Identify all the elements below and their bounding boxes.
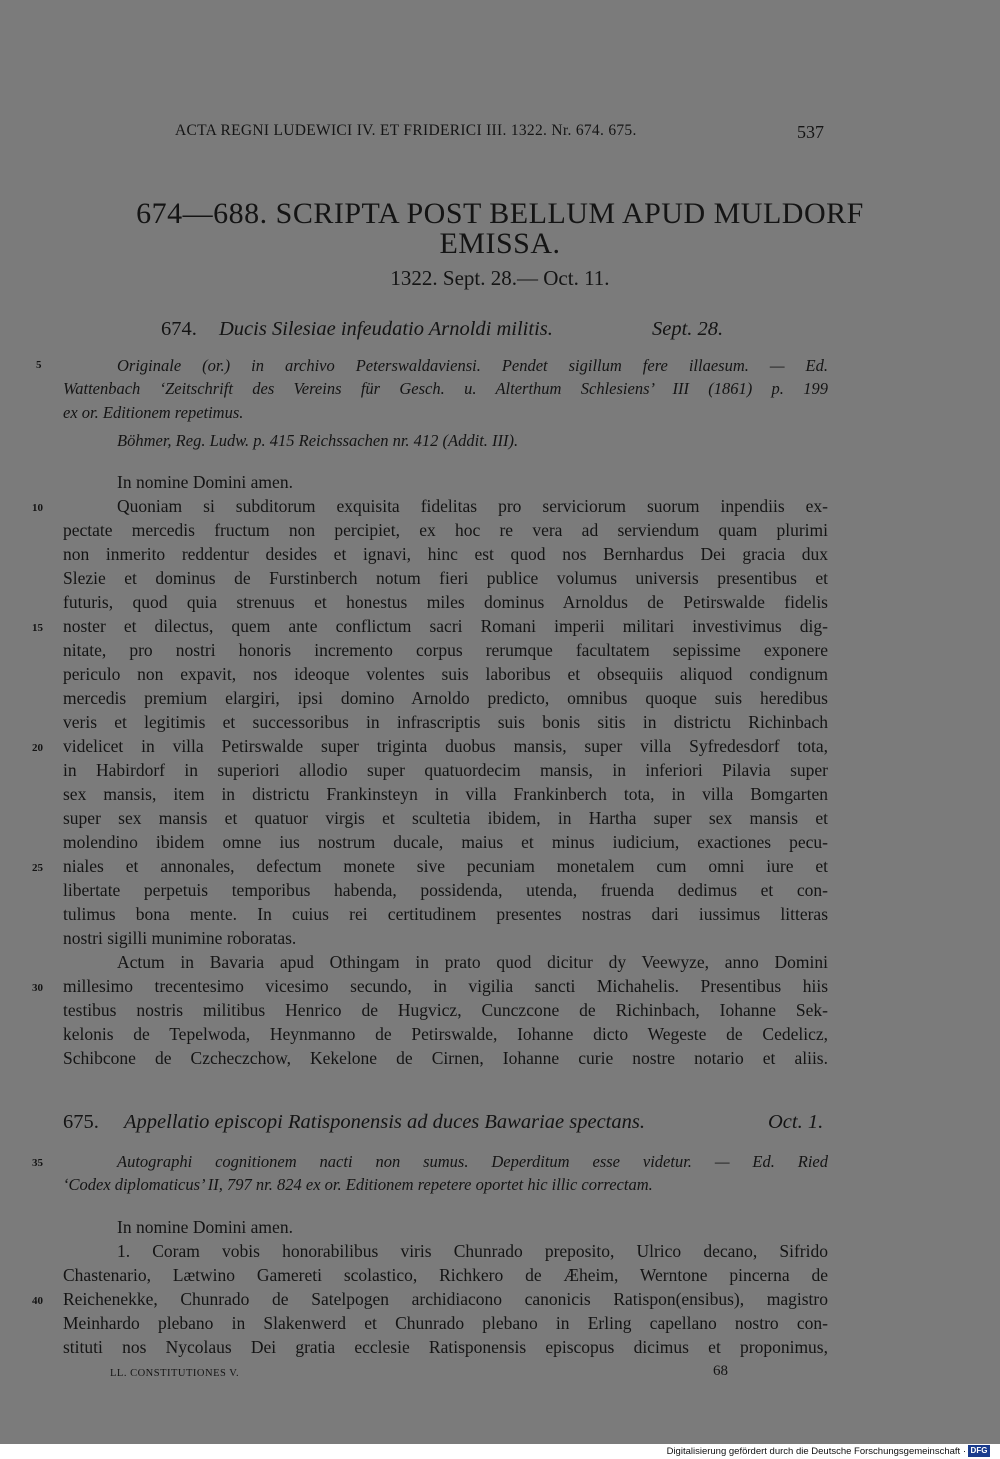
doc-674-text-line: mercedis premium elargiri, ipsi domino Arnoldo predicto, omnibus quoque suis heredibus	[63, 688, 828, 708]
doc-675-text-line: Reichenekke, Chunrado de Satelpogen archidiacono canonicis Ratispon(ensibus), magistro	[63, 1289, 828, 1309]
doc-674-text-line: Schibcone de Czcheczchow, Kekelone de Cirnen, Iohanne curie nostre notario et aliis.	[63, 1048, 828, 1068]
margin-line-number: 10	[32, 502, 43, 514]
section-dates: 1322. Sept. 28.— Oct. 11.	[390, 266, 610, 290]
margin-line-number: 30	[32, 982, 43, 994]
margin-line-number: 40	[32, 1295, 43, 1307]
doc-674-text-line: pectate mercedis fructum non percipiet, ex hoc re vera ad serviendum quam plurimi	[63, 520, 828, 540]
doc-674-text-line: Quoniam si subditorum exquisita fidelitas pro serviciorum suorum inpendiis ex-	[117, 496, 828, 516]
section-title-line1: 674—688. SCRIPTA POST BELLUM APUD MULDORF	[136, 197, 864, 230]
doc-674-text-line: sex mansis, item in districtu Frankinsteyn in villa Frankinberch tota, in villa Bomgarten	[63, 784, 828, 804]
doc-675-date	[768, 1111, 823, 1134]
doc-675-heading	[124, 1111, 645, 1134]
doc-675-text-line: In nomine Domini amen.	[117, 1217, 293, 1237]
section-title-line2: EMISSA.	[439, 227, 561, 260]
doc-675-number: 675.	[63, 1111, 99, 1133]
doc-674-text-line: videlicet in villa Petirswalde super triginta duobus mansis, super villa Syfredesdorf tota,	[63, 736, 828, 756]
doc-674-text-line: molendino ibidem omne ius nostrum ducale, maius et minus iudicium, exactiones pecu-	[63, 832, 828, 852]
page-number: 537	[797, 122, 824, 142]
doc-674-text-line: libertate perpetuis temporibus habenda, possidenda, utenda, fruenda dedimus et con-	[63, 880, 828, 900]
doc-674-text-line: nitate, pro nostri honoris incremento corpus rerumque facultatem sepissime exponere	[63, 640, 828, 660]
doc-674-text-line: futuris, quod quia strenuus et honestus miles dominus Arnoldus de Petirswalde fidelis	[63, 592, 828, 612]
doc-674-text-line: Actum in Bavaria apud Othingam in prato quod dicitur dy Veewyze, anno Domini	[117, 952, 828, 972]
doc-674-text-line: In nomine Domini amen.	[117, 472, 293, 492]
doc-675-note-line: Autographi cognitionem nacti non sumus. Deperditum esse videtur. — Ed. Ried	[117, 1152, 828, 1171]
margin-line-number: 5	[36, 359, 42, 371]
doc-674-text-line: super sex mansis et quatuor virgis et scultetia ibidem, in Hartha super sex mansis et	[63, 808, 828, 828]
running-head: ACTA REGNI LUDEWICI IV. ET FRIDERICI III. 1322. Nr. 674. 675.	[175, 122, 637, 139]
doc-674-text-line: periculo non expavit, nos ideoque volentes suis laboribus et obsequiis aliquod condignum	[63, 664, 828, 684]
funding-credit: Digitalisierung gefördert durch die Deutsche Forschungsgemeinschaft ·	[666, 1446, 966, 1457]
doc-674-text-line: in Habirdorf in superiori allodio super quatuordecim mansis, in inferiori Pilavia super	[63, 760, 828, 780]
dfg-logo: DFG	[968, 1445, 990, 1457]
doc-674-text-line: nostri sigilli munimine roboratas.	[63, 928, 297, 948]
doc-674-date-text: Sept. 28.	[652, 318, 724, 340]
margin-line-number: 25	[32, 862, 43, 874]
doc-674-text-line: non inmerito reddentur desides et ignavi, hinc est quod nos Bernhardus Dei gracia dux	[63, 544, 828, 564]
doc-674-text-line: tulimus bona mente. In cuius rei certitudinem presentes nostras dari iussimus litteras	[63, 904, 828, 924]
footer-series-title: LL. CONSTITUTIONES V.	[110, 1368, 240, 1379]
doc-674-date	[652, 318, 723, 341]
doc-675-text-line: 1. Coram vobis honorabilibus viris Chunrado preposito, Ulrico decano, Sifrido	[117, 1241, 828, 1261]
doc-674-heading	[219, 318, 553, 341]
doc-675-heading-text: Appellatio episcopi Ratisponensis ad duces Bawariae spectans.	[124, 1111, 645, 1133]
doc-675-text-line: Chastenario, Lætwino Gamereti scolastico, Richkero de Æheim, Werntone pincerna de	[63, 1265, 828, 1285]
doc-674-text-line: Slezie et dominus de Furstinberch notum fieri publice volumus universis presentibus et	[63, 568, 828, 588]
doc-675-note-line: ‘Codex diplomaticus’ II, 797 nr. 824 ex or. Editionem repetere oportet hic illic correctam.	[63, 1175, 653, 1194]
margin-line-number: 15	[32, 622, 43, 634]
doc-674-text-line: veris et legitimis et successoribus in infrascriptis suis bonis sitis in districtu Richinbach	[63, 712, 828, 732]
doc-674-heading-text: Ducis Silesiae infeudatio Arnoldi militis.	[219, 318, 553, 340]
doc-674-number: 674.	[161, 318, 197, 340]
funding-credit-text: Digitalisierung gefördert durch die Deutsche Forschungsgemeinschaft	[666, 1446, 961, 1457]
doc-674-text-line: millesimo trecentesimo vicesimo secundo, in vigilia sancti Michahelis. Presentibus hiis	[63, 976, 828, 996]
doc-674-note-line: Böhmer, Reg. Ludw. p. 415 Reichssachen nr. 412 (Addit. III).	[117, 431, 519, 450]
doc-675-text-line: stituti nos Nycolaus Dei gratia ecclesie Ratisponensis episcopus dicimus et proponimus,	[63, 1337, 828, 1357]
doc-674-note-line: Originale (or.) in archivo Peterswaldaviensi. Pendet sigillum fere illaesum. — Ed.	[117, 356, 828, 375]
page-header	[0, 122, 1000, 146]
doc-675-date-text: Oct. 1.	[768, 1111, 824, 1133]
doc-675-text-line: Meinhardo plebano in Slakenwerd et Chunrado plebano in Erling capellano nostro con-	[63, 1313, 828, 1333]
doc-674-text-line: testibus nostris militibus Henrico de Hugvicz, Cunczcone de Richinbach, Iohanne Sek-	[63, 1000, 828, 1020]
margin-line-number: 20	[32, 742, 43, 754]
doc-674-text-line: kelonis de Tepelwoda, Heynmanno de Petirswalde, Iohanne dicto Wegeste de Cedelicz,	[63, 1024, 828, 1044]
doc-674-text-line: niales et annonales, defectum monete sive pecuniam monetalem cum omni iure et	[63, 856, 828, 876]
margin-line-number: 35	[32, 1157, 43, 1169]
doc-674-text-line: noster et dilectus, quem ante conflictum sacri Romani imperii militari investivimus dig-	[63, 616, 828, 636]
doc-674-note-line: Wattenbach ‘Zeitschrift des Vereins für Gesch. u. Alterthum Schlesiens’ III (1861) p. 199	[63, 379, 828, 398]
footer-signature: 68	[713, 1363, 728, 1379]
doc-674-note-line: ex or. Editionem repetimus.	[63, 403, 244, 422]
